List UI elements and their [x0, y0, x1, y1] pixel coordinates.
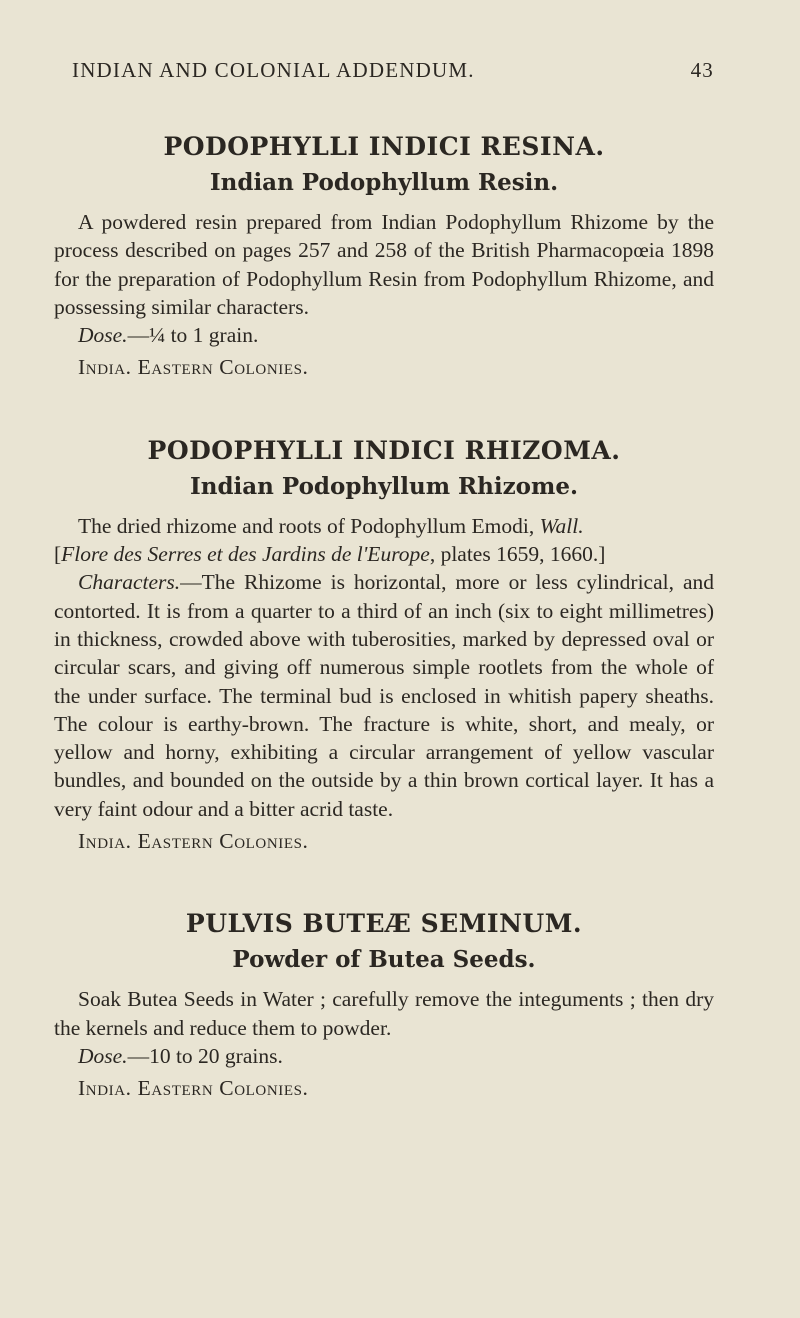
- characters-label: Characters.: [78, 570, 181, 595]
- dose-text: —¼ to 1 grain.: [127, 323, 259, 348]
- entry-description: Soak Butea Seeds in Water ; carefully remove the integuments ; then dry the kernels and reduce them to powder.: [54, 987, 714, 1040]
- colonies-line: India. Eastern Colonies.: [78, 1076, 309, 1101]
- running-head: [54, 58, 714, 88]
- reference-open: [: [54, 542, 62, 567]
- entry-podophylli-rhizoma: [54, 434, 714, 856]
- dose-label: Dose.: [78, 1043, 128, 1068]
- reference-rest: , plates 1659, 1660.]: [429, 542, 606, 567]
- dose-text: —10 to 20 grains.: [127, 1043, 283, 1068]
- reference-title: Flore des Serres et des Jardins de l'Europe: [61, 542, 430, 567]
- colonies-line: India. Eastern Colonies.: [78, 355, 309, 380]
- entry-subheading: Indian Podophyllum Resin.: [209, 169, 559, 196]
- page-number: 43: [690, 58, 714, 82]
- intro-author: Wall.: [539, 513, 584, 538]
- colonies-line: India. Eastern Colonies.: [78, 829, 309, 854]
- dose-label: Dose.: [78, 323, 128, 348]
- entry-intro: [54, 512, 714, 569]
- entry-heading: PODOPHYLLI INDICI RESINA.: [163, 132, 605, 161]
- entry-subheading: Powder of Butea Seeds.: [232, 946, 536, 974]
- characters-paragraph: [54, 568, 714, 823]
- entry-podophylli-resina: [54, 130, 714, 382]
- characters-text: —The Rhizome is horizontal, more or less cylindrical, and contorted. It is from a quarter to a third of an inch (six to eight millimetres) in thickness, crowded above with tuberosities, marked by depressed oval or circular scars, and giving off numerous simple rootlets from the whole of the under surface. The terminal bud is enclosed in whitish papery sheaths. The colour is earthy-brown. The fracture is white, short, and mealy, or yellow and horny, exhibiting a circular arrangement of yellow vascular bundles, and bounded on the outside by a thin brown cortical layer. It has a very faint odour and a bitter acrid taste.: [54, 570, 714, 821]
- entry-pulvis-buteae: [54, 907, 714, 1102]
- dose-line: [54, 1042, 714, 1070]
- intro-text: The dried rhizome and roots of Podophyllum Emodi,: [78, 513, 540, 538]
- entry-subheading: Indian Podophyllum Rhizome.: [189, 472, 579, 500]
- dose-line: [54, 321, 714, 349]
- entry-heading: PULVIS BUTEÆ SEMINUM.: [185, 909, 583, 939]
- running-title: INDIAN AND COLONIAL ADDENDUM.: [72, 58, 475, 82]
- entry-heading: PODOPHYLLI INDICI RHIZOMA.: [147, 435, 621, 465]
- entry-description: A powdered resin prepared from Indian Podophyllum Rhizome by the process described on pages 257 and 258 of the British Pharmacopœia 1898 for the preparation of Podophyllum Resin from Podophyllum Rhizome, and possessing similar characters.: [54, 210, 714, 319]
